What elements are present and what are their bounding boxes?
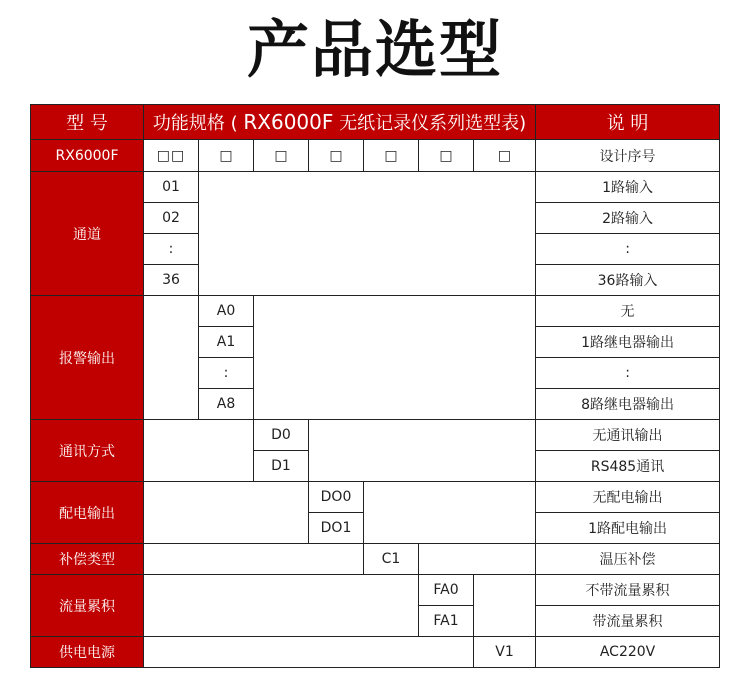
group-label-alarm: 报警输出: [31, 296, 144, 420]
header-model: 型 号: [31, 105, 144, 140]
group-label-channel: 通道: [31, 172, 144, 296]
blank-area: [364, 482, 536, 544]
code-cell: 01: [144, 172, 199, 203]
blank-area: [144, 637, 474, 668]
desc-cell: AC220V: [536, 637, 720, 668]
code-cell: D1: [254, 451, 309, 482]
code-cell: 02: [144, 203, 199, 234]
code-box-pair: □□: [144, 140, 199, 172]
blank-area: [419, 544, 536, 575]
code-box-supply: □: [474, 140, 536, 172]
group-label-supply: 供电电源: [31, 637, 144, 668]
table-row: [31, 544, 720, 575]
code-box-comp: □: [364, 140, 419, 172]
blank-area: [144, 420, 254, 482]
desc-cell: 不带流量累积: [536, 575, 720, 606]
code-box-alarm: □: [199, 140, 254, 172]
code-cell: DO1: [309, 513, 364, 544]
page-title: 产品选型: [246, 13, 503, 86]
blank-area: [144, 544, 364, 575]
model-description: 设计序号: [536, 140, 720, 172]
header-function-model: RX6000F: [243, 110, 334, 134]
code-cell: D0: [254, 420, 309, 451]
selection-table: [30, 104, 720, 668]
code-cell: V1: [474, 637, 536, 668]
code-cell: A0: [199, 296, 254, 327]
code-cell: A8: [199, 389, 254, 420]
code-box-comm: □: [254, 140, 309, 172]
code-cell: :: [199, 358, 254, 389]
table-row: [31, 575, 720, 606]
group-label-comm: 通讯方式: [31, 420, 144, 482]
desc-cell: 无通讯输出: [536, 420, 720, 451]
group-label-comp: 补偿类型: [31, 544, 144, 575]
code-cell: :: [144, 234, 199, 265]
blank-area: [309, 420, 536, 482]
blank-area: [144, 482, 309, 544]
code-cell: 36: [144, 265, 199, 296]
header-function-prefix: 功能规格 (: [152, 113, 244, 134]
desc-cell: 36路输入: [536, 265, 720, 296]
header-row: [31, 105, 720, 140]
desc-cell: :: [536, 358, 720, 389]
blank-area: [254, 296, 536, 420]
desc-cell: 无配电输出: [536, 482, 720, 513]
table-row: [31, 296, 720, 327]
desc-cell: 无: [536, 296, 720, 327]
code-box-flow: □: [419, 140, 474, 172]
table-row: [31, 482, 720, 513]
header-function: [144, 105, 536, 140]
code-box-power-out: □: [309, 140, 364, 172]
table-row: [31, 420, 720, 451]
code-cell: A1: [199, 327, 254, 358]
header-function-suffix: 无纸记录仪系列选型表): [333, 113, 527, 134]
desc-cell: 带流量累积: [536, 606, 720, 637]
header-description: 说 明: [536, 105, 720, 140]
code-cell: FA0: [419, 575, 474, 606]
table-row: [31, 637, 720, 668]
group-label-flow: 流量累积: [31, 575, 144, 637]
group-label-power-out: 配电输出: [31, 482, 144, 544]
desc-cell: 1路配电输出: [536, 513, 720, 544]
desc-cell: 温压补偿: [536, 544, 720, 575]
desc-cell: :: [536, 234, 720, 265]
model-name: RX6000F: [31, 140, 144, 172]
code-cell: DO0: [309, 482, 364, 513]
desc-cell: 1路继电器输出: [536, 327, 720, 358]
table-row: [31, 172, 720, 203]
desc-cell: 2路输入: [536, 203, 720, 234]
code-cell: C1: [364, 544, 419, 575]
desc-cell: 1路输入: [536, 172, 720, 203]
desc-cell: RS485通讯: [536, 451, 720, 482]
blank-area: [144, 575, 419, 637]
blank-area: [199, 172, 536, 296]
code-cell: FA1: [419, 606, 474, 637]
blank-area: [144, 296, 199, 420]
desc-cell: 8路继电器输出: [536, 389, 720, 420]
blank-area: [474, 575, 536, 637]
model-row: [31, 140, 720, 172]
